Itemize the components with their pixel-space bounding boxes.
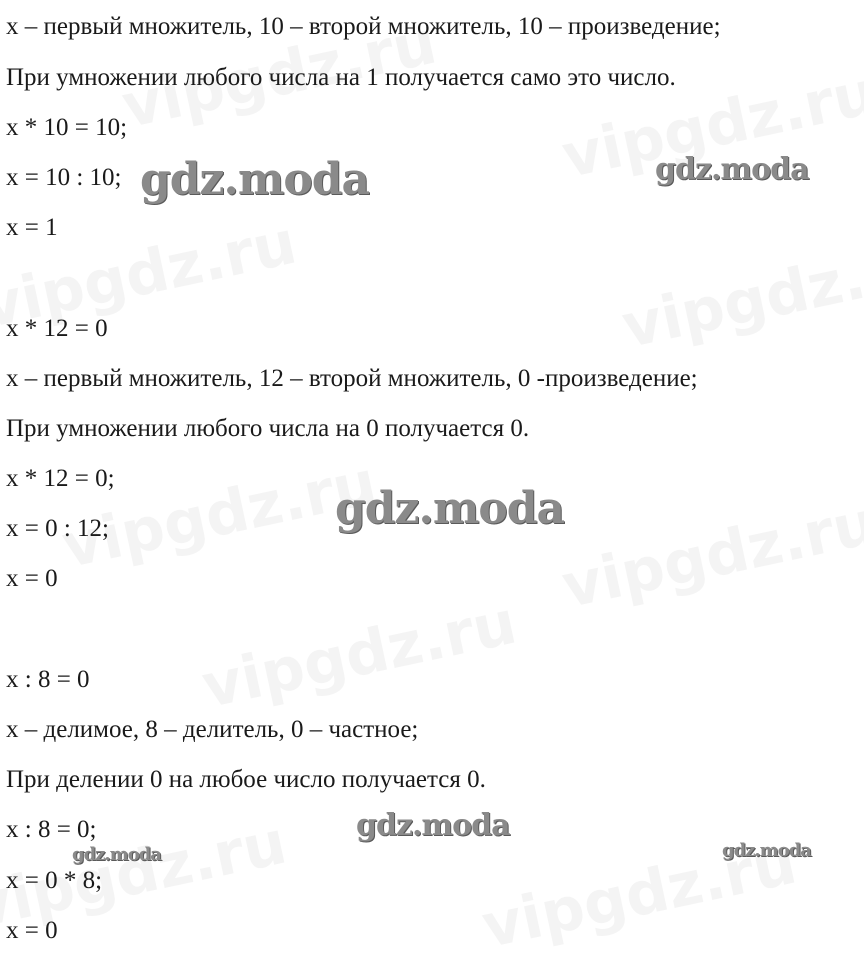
text-line: При делении 0 на любое число получается 0. [6, 766, 486, 793]
background-watermark [556, 488, 864, 623]
brand-watermark: gdz.moda [655, 152, 809, 187]
text-line: x – делимое, 8 – делитель, 0 – частное; [6, 716, 419, 743]
brand-watermark: gdz.moda [72, 844, 161, 865]
text-line: x – первый множитель, 10 – второй множитель, 10 – произведение; [6, 13, 721, 40]
text-line: x = 1 [6, 214, 58, 241]
background-watermark [196, 588, 522, 723]
brand-watermark: gdz.moda [356, 808, 510, 843]
text-line: x : 8 = 0 [6, 666, 90, 693]
text-line: При умножении любого числа на 1 получается само это число. [6, 64, 676, 91]
text-line: x = 0 * 8; [6, 867, 103, 894]
brand-watermark: gdz.moda [722, 840, 811, 861]
brand-watermark: gdz.moda [335, 483, 565, 534]
text-line: При умножении любого числа на 0 получается 0. [6, 415, 530, 442]
text-line: x * 12 = 0; [6, 465, 115, 492]
text-line: x – первый множитель, 12 – второй множитель, 0 -произведение; [6, 365, 698, 392]
brand-watermark: gdz.moda [140, 154, 370, 205]
background-watermark [616, 228, 864, 363]
text-line: x = 0 : 12; [6, 515, 109, 542]
text-line: x * 12 = 0 [6, 315, 108, 342]
text-line: x * 10 = 10; [6, 114, 128, 141]
text-line: x = 0 [6, 917, 58, 944]
text-line: x : 8 = 0; [6, 816, 97, 843]
text-line: x = 0 [6, 565, 58, 592]
text-line: x = 10 : 10; [6, 164, 122, 191]
